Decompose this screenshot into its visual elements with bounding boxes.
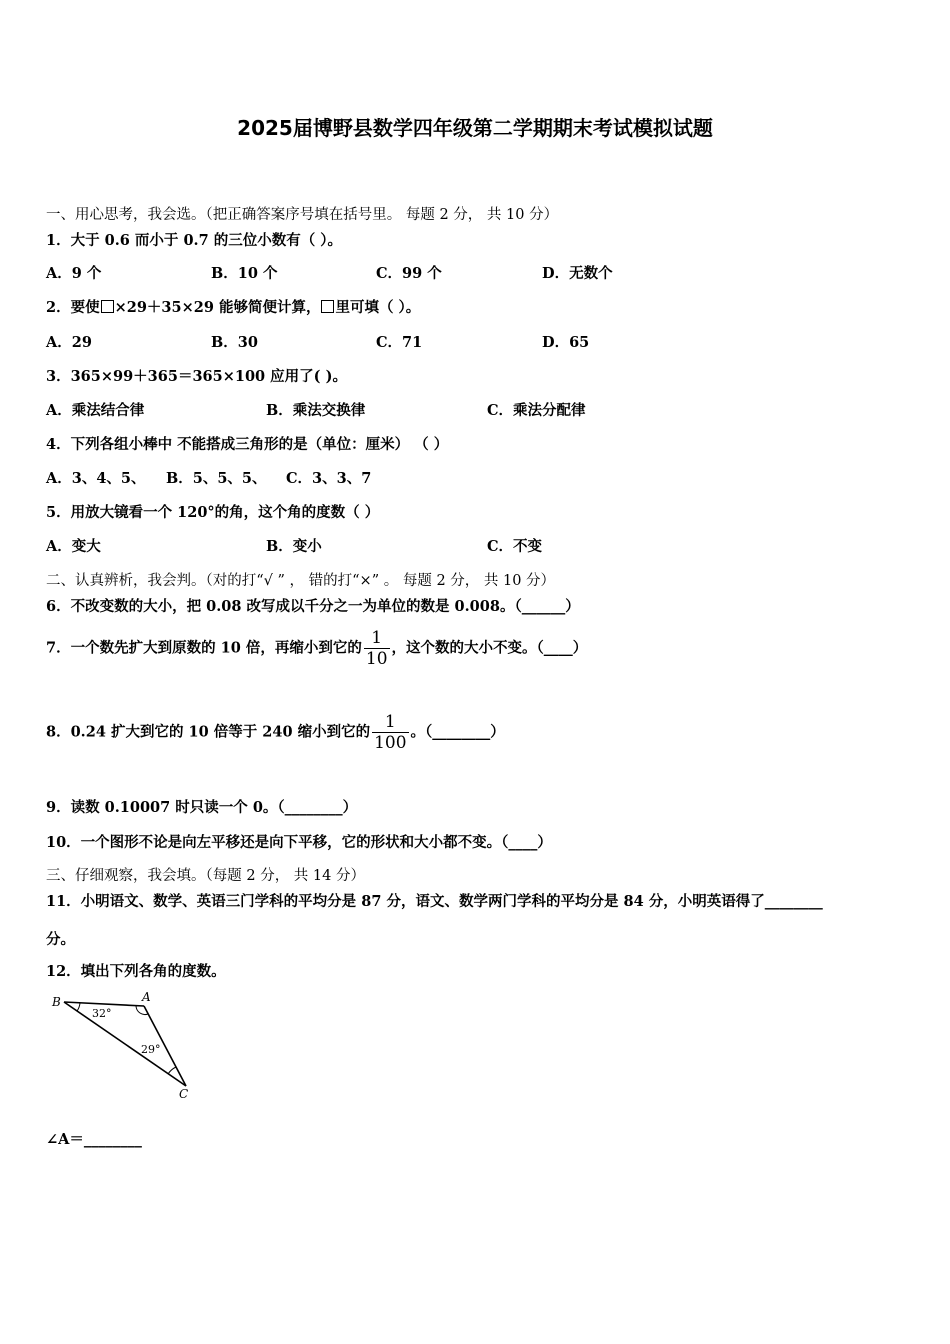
angle-c-arc — [168, 1067, 176, 1074]
q5-option-b: B．变小 — [266, 538, 322, 555]
q1-option-c: C．99 个 — [376, 265, 442, 282]
page-title: 2025届博野县数学四年级第二学期期末考试模拟试题 — [237, 116, 713, 140]
section-3-heading: 三、仔细观察，我会填。（每题 2 分， 共 14 分） — [46, 868, 365, 884]
q8-denominator: 100 — [374, 733, 407, 753]
q8-text-after: 。（________） — [410, 723, 505, 741]
side-ba — [64, 1002, 144, 1006]
question-3: 3．365×99＋365＝365×100 应用了( )。 — [46, 368, 347, 385]
question-12: 12．填出下列各角的度数。 — [46, 963, 226, 980]
q2-option-d: D．65 — [542, 334, 590, 351]
angle-c-value: 29° — [141, 1043, 161, 1056]
vertex-a-label: A — [142, 990, 151, 1004]
blank-box-icon — [321, 300, 334, 313]
q8-numerator: 1 — [384, 712, 396, 732]
blank-box-icon — [101, 300, 114, 313]
question-12-answer: ∠A＝________ — [46, 1131, 142, 1148]
angle-b-arc — [77, 1003, 80, 1011]
q1-option-d: D．无数个 — [542, 265, 613, 282]
q2-text-c: 里可填（ ）。 — [335, 299, 421, 316]
q3-option-c: C．乘法分配律 — [487, 402, 586, 419]
q1-option-b: B．10 个 — [211, 265, 278, 282]
q7-text-after: ，这个数的大小不变。（____） — [391, 639, 588, 657]
triangle-figure — [46, 990, 206, 1102]
q3-option-a: A．乘法结合律 — [46, 402, 145, 419]
question-6: 6．不改变数的大小，把 0.08 改写成以千分之一为单位的数是 0.008。（______） — [46, 598, 580, 615]
q2-option-c: C．71 — [376, 334, 423, 351]
section-2-heading: 二、认真辨析，我会判。（对的打“√ ” ， 错的打“×” 。 每题 2 分， 共 10 分） — [46, 573, 556, 589]
question-11-line2: 分。 — [46, 931, 75, 948]
question-11-line1: 11．小明语文、数学、英语三门学科的平均分是 87 分，语文、数学两门学科的平均分是 84 分，小明英语得了________ — [46, 893, 823, 910]
q8-text-before: 8．0.24 扩大到它的 10 倍等于 240 缩小到它的 — [46, 723, 371, 741]
question-5: 5．用放大镜看一个 120°的角，这个角的度数（ ） — [46, 504, 380, 521]
q7-fraction — [364, 628, 390, 669]
q5-option-a: A．变大 — [46, 538, 101, 555]
question-8 — [46, 712, 505, 753]
q4-option-a: A．3、4、5、 — [46, 470, 146, 487]
q2-option-b: B．30 — [211, 334, 258, 351]
vertex-b-label: B — [52, 995, 61, 1009]
question-7 — [46, 628, 587, 669]
section-1-heading: 一、用心思考，我会选。（把正确答案序号填在括号里。 每题 2 分， 共 10 分） — [46, 207, 559, 223]
question-1: 1．大于 0.6 而小于 0.7 的三位小数有（ ）。 — [46, 232, 343, 249]
q4-option-b: B．5、5、5、 — [166, 470, 267, 487]
angle-b-value: 32° — [92, 1007, 112, 1020]
vertex-c-label: C — [179, 1087, 189, 1101]
question-9: 9．读数 0.10007 时只读一个 0。（________） — [46, 799, 358, 816]
q8-fraction — [372, 712, 408, 753]
q1-option-a: A．9 个 — [46, 265, 102, 282]
q3-option-b: B．乘法交换律 — [266, 402, 366, 419]
question-10: 10．一个图形不论是向左平移还是向下平移，它的形状和大小都不变。（____） — [46, 834, 552, 851]
q7-text-before: 7．一个数先扩大到原数的 10 倍，再缩小到它的 — [46, 639, 362, 657]
q5-option-c: C．不变 — [487, 538, 543, 555]
q2-option-a: A．29 — [46, 334, 92, 351]
q4-option-c: C．3、3、7 — [286, 470, 372, 487]
q7-denominator: 10 — [365, 649, 388, 669]
question-2 — [46, 296, 420, 317]
side-bc — [64, 1002, 186, 1086]
question-4: 4．下列各组小棒中 不能搭成三角形的是（单位：厘米） （ ） — [46, 436, 449, 453]
q2-text-b: ×29＋35×29 能够简便计算， — [114, 299, 321, 316]
q2-text-a: 2．要使 — [46, 299, 100, 316]
q7-numerator: 1 — [371, 628, 383, 648]
